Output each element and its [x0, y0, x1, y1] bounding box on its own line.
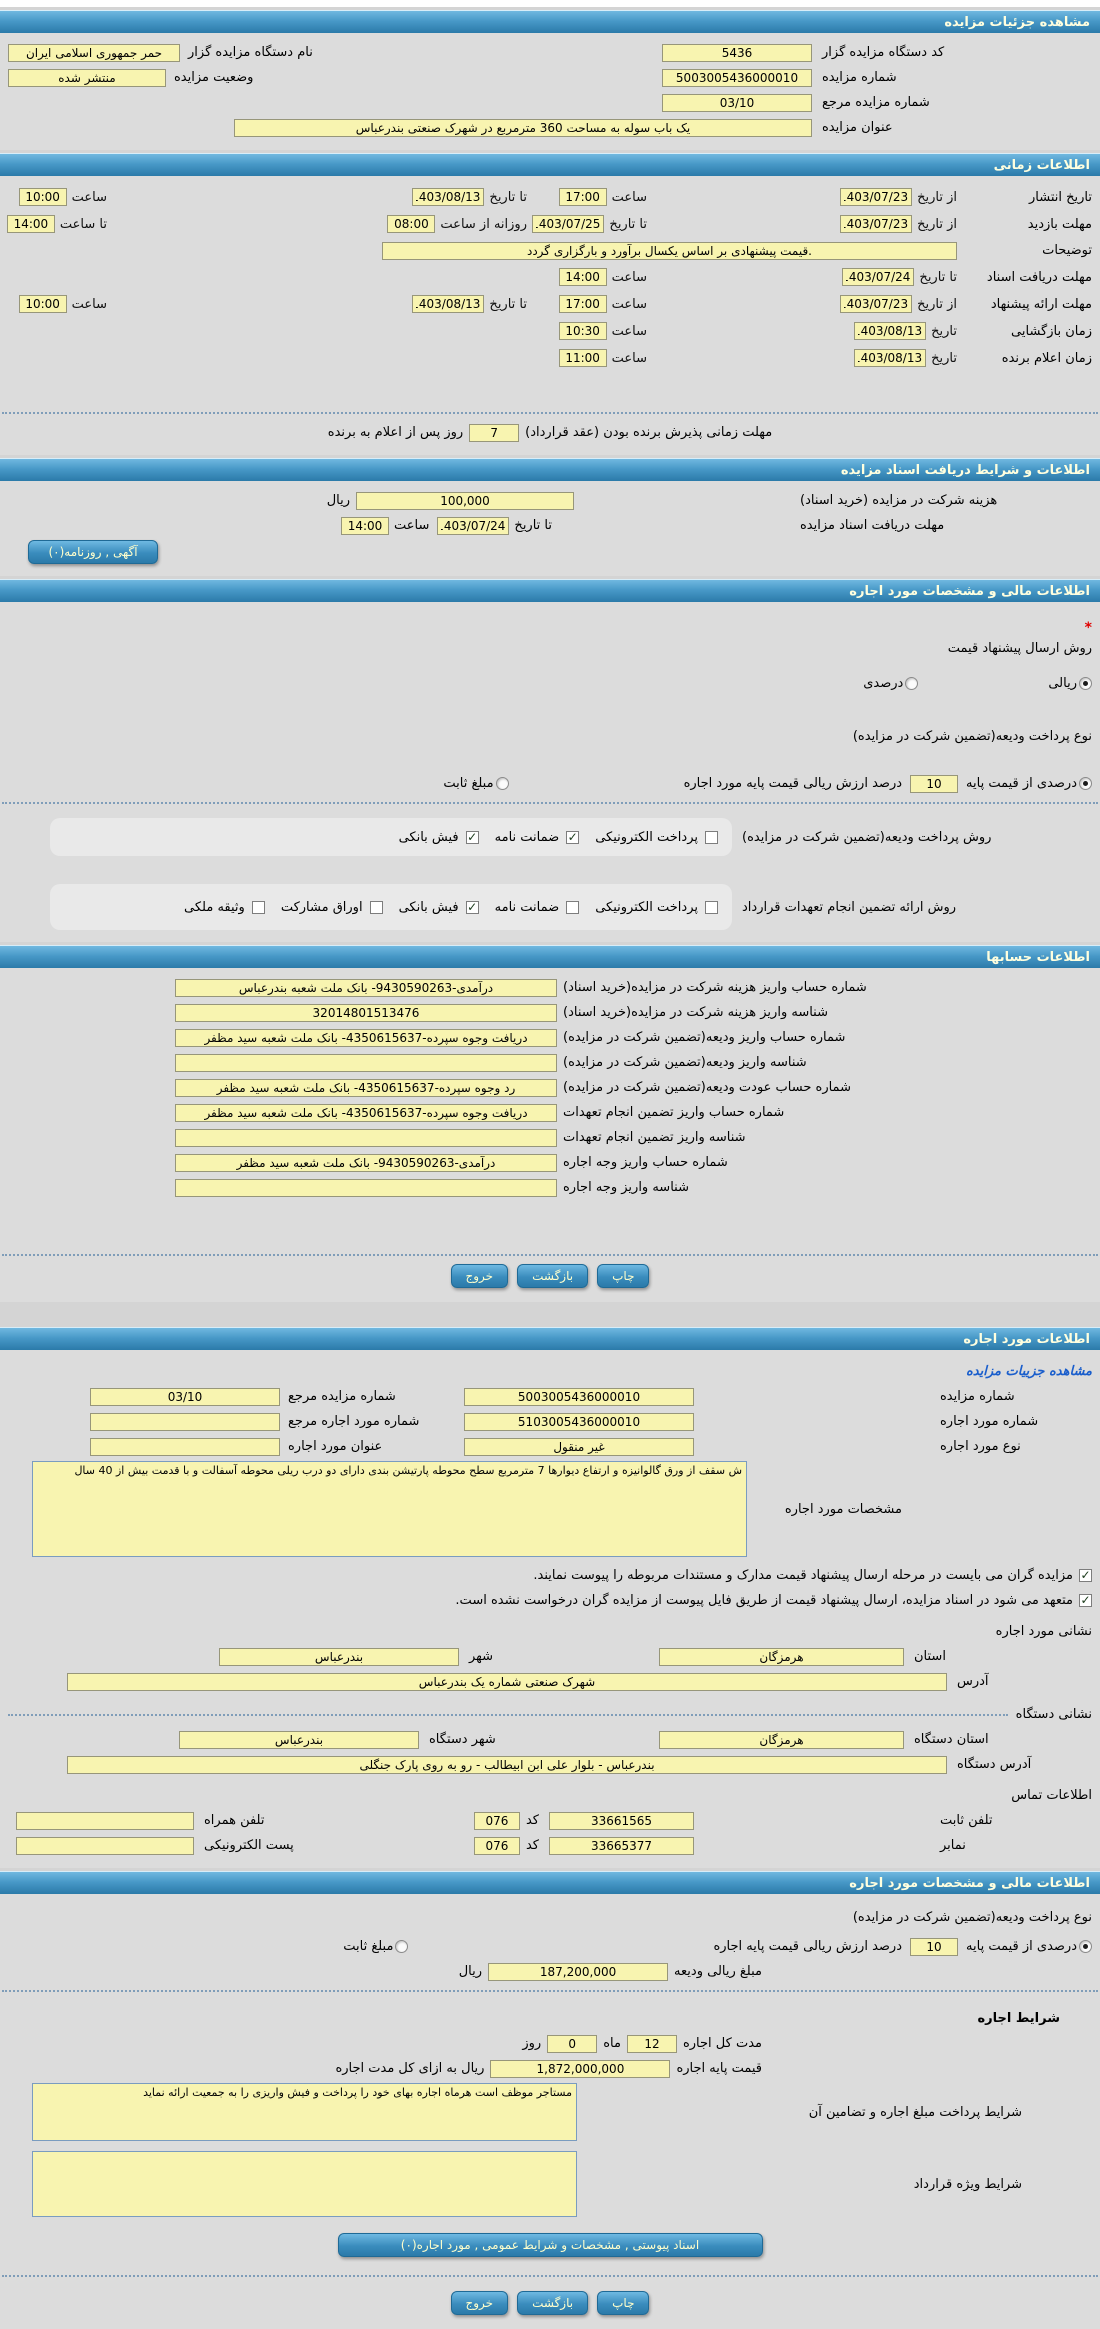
view-auction-details-link[interactable]: مشاهده جزییات مزایده [965, 1364, 1092, 1379]
account-row-label: شماره حساب عودت ودیعه(تضمین شرکت در مزایده) [563, 1080, 851, 1095]
doc-deadline-time-input[interactable] [559, 268, 607, 286]
radio-fixed-amount[interactable] [395, 1940, 408, 1953]
section-header-accounts: اطلاعات حسابها [0, 945, 1100, 968]
guarantee-letter-label: ضمانت نامه [494, 899, 560, 915]
deposit-pay-method-label: روش پرداخت ودیعه(تضمین شرکت در مزایده) [742, 829, 992, 845]
attached-documents-button[interactable]: اسناد پیوستی , مشخصات و شرایط عمومی , مورد اجاره(۰) [338, 2233, 763, 2257]
to-date-label: تا تاریخ [609, 216, 647, 232]
winner-accept-row [8, 422, 1092, 443]
lease-item-title-input[interactable] [90, 1438, 280, 1456]
radio-rial[interactable] [1079, 677, 1092, 690]
visit-deadline-row [8, 213, 1092, 235]
checkbox-participation-bonds[interactable] [370, 901, 383, 914]
print-button[interactable]: چاپ [597, 1264, 649, 1288]
publish-date-row [8, 186, 1092, 208]
offer-deadline-label: مهلت ارائه پیشنهاد [990, 296, 1092, 312]
auction-number-input[interactable] [464, 1388, 694, 1406]
auction-status-label: وضعیت مزایده [174, 70, 254, 85]
opening-time-input[interactable] [559, 322, 607, 340]
rial-unit-label: ریال [326, 493, 350, 508]
hour-label: ساعت [71, 189, 107, 205]
deposit-amount-label: مبلغ ریالی ودیعه [674, 1964, 762, 1979]
winner-announce-label: زمان اعلام برنده [1001, 350, 1092, 366]
account-row-label: شناسه واریز تضمین انجام تعهدات [563, 1130, 746, 1145]
winner-accept-label: مهلت زمانی پذیرش برنده بودن (عقد قرارداد) [525, 425, 773, 440]
email-label: پست الکترونیکی [203, 1838, 294, 1853]
doc-receive-deadline-row [8, 266, 1092, 288]
account-row-label: شماره حساب واریز هزینه شرکت در مزایده(خرید اسناد) [563, 980, 867, 995]
account-row-label: شناسه واریز وجه اجاره [563, 1180, 689, 1195]
account-row [8, 1027, 1092, 1048]
daily-from-hour-label: روزانه از ساعت [440, 216, 527, 232]
account-row-input[interactable] [175, 979, 557, 997]
city-label: شهر [469, 1649, 494, 1664]
publish-from-time-input[interactable] [559, 188, 607, 206]
exit-button[interactable]: خروج [451, 1264, 509, 1288]
agency-province-input[interactable] [659, 1731, 904, 1749]
offer-from-date-input[interactable] [840, 295, 912, 313]
auction-number-label: شماره مزایده [822, 70, 897, 85]
bidder-code-input[interactable] [662, 44, 812, 62]
hour-label: ساعت [611, 296, 647, 312]
lease-item-panel [0, 1350, 1100, 1868]
base-price-input[interactable] [490, 2060, 670, 2078]
from-date-label: از تاریخ [917, 296, 957, 312]
agency-name-label: نام دستگاه مزایده گزار [188, 45, 313, 60]
address-label: آدرس [957, 1674, 989, 1689]
publish-to-time-input[interactable] [19, 188, 67, 206]
section-header-doc-conditions: اطلاعات و شرایط دریافت اسناد مزایده [0, 458, 1100, 481]
landline-input[interactable] [549, 1812, 694, 1830]
electronic-payment-label: پرداخت الکترونیکی [595, 829, 698, 845]
checkbox-electronic-payment[interactable] [705, 831, 718, 844]
hour-label: ساعت [611, 350, 647, 366]
months-label: ماه [603, 2036, 621, 2051]
account-row [8, 1102, 1092, 1123]
separator [2, 2275, 1098, 2277]
lease-months-input[interactable] [627, 2035, 677, 2053]
area-code-label: کد [525, 1813, 539, 1828]
checkbox-no-file-offer[interactable] [1079, 1594, 1092, 1607]
checkbox-electronic-payment[interactable] [705, 901, 718, 914]
radio-base-percent[interactable] [1079, 777, 1092, 790]
time-info-panel [0, 176, 1100, 455]
auction-number-input[interactable] [662, 69, 812, 87]
offer-from-time-input[interactable] [559, 295, 607, 313]
bidder-code-label: کد دستگاه مزایده گزار [822, 45, 945, 60]
checkbox-attach-documents[interactable] [1079, 1569, 1092, 1582]
account-row-input[interactable] [175, 1104, 557, 1122]
auction-number-label: شماره مزایده [940, 1389, 1015, 1404]
separator [2, 412, 1098, 414]
account-row-label: شماره حساب واریز ودیعه(تضمین شرکت در مزایده) [563, 1030, 846, 1045]
auction-ref-input[interactable] [90, 1388, 280, 1406]
base-percent-suffix: درصد ارزش ریالی قیمت پایه اجاره [713, 1939, 903, 1954]
checkbox-bank-receipt[interactable] [466, 901, 479, 914]
financial-panel-1 [0, 602, 1100, 942]
auction-ref-input[interactable] [662, 94, 812, 112]
account-row-label: شماره حساب واریز وجه اجاره [563, 1155, 728, 1170]
section-header-auction-details: مشاهده جزئیات مزایده [0, 10, 1100, 33]
section-header-time-info: اطلاعات زمانی [0, 153, 1100, 176]
participation-fee-label: هزینه شرکت در مزایده (خرید اسناد) [800, 493, 998, 508]
hour-label: ساعت [611, 269, 647, 285]
opening-date-input[interactable] [854, 322, 926, 340]
doc-receive-deadline-label: مهلت دریافت اسناد [986, 269, 1092, 285]
days-label: روز [522, 2036, 542, 2051]
financial-panel-2 [0, 1894, 1100, 2329]
percent-option-label: درصدی [863, 676, 904, 691]
from-date-label: از تاریخ [917, 216, 957, 232]
visit-from-time-input[interactable] [387, 215, 435, 233]
base-percent-input[interactable] [910, 1938, 958, 1956]
electronic-payment-label: پرداخت الکترونیکی [595, 899, 698, 915]
account-row [8, 1077, 1092, 1098]
separator [8, 1714, 1008, 1716]
print-button[interactable]: چاپ [597, 2291, 649, 2315]
radio-percent[interactable] [905, 677, 918, 690]
section-header-financial-2: اطلاعات مالی و مشخصات مورد اجاره [0, 1871, 1100, 1894]
doc-deadline-label: مهلت دریافت اسناد مزایده [800, 518, 945, 533]
checkbox-bank-receipt[interactable] [466, 831, 479, 844]
base-percent-input[interactable] [910, 775, 958, 793]
special-terms-label: شرایط ویژه قرارداد [913, 2176, 1022, 2192]
section-header-lease-item: اطلاعات مورد اجاره [0, 1327, 1100, 1350]
to-date-label: تا تاریخ [514, 518, 552, 533]
performance-guarantee-label: روش ارائه تضمین انجام تعهدات قرارداد [742, 899, 957, 915]
separator [2, 1254, 1098, 1256]
deposit-pay-method-group [50, 818, 732, 856]
radio-base-percent[interactable] [1079, 1940, 1092, 1953]
accounts-panel [0, 968, 1100, 1302]
doc-deadline-time-input[interactable] [341, 517, 389, 535]
publish-from-date-input[interactable] [840, 188, 912, 206]
to-date-label: تا تاریخ [489, 189, 527, 205]
area-code-label: کد [525, 1838, 539, 1853]
auction-title-label: عنوان مزایده [822, 120, 893, 135]
price-send-method-label: روش ارسال پیشنهاد قیمت [947, 641, 1092, 656]
radio-fixed-amount[interactable] [496, 777, 509, 790]
contact-info-title: اطلاعات تماس [1011, 1788, 1092, 1803]
account-row-label: شناسه واریز ودیعه(تضمین شرکت در مزایده) [563, 1055, 807, 1070]
top-strip [0, 0, 1100, 7]
mobile-label: تلفن همراه [203, 1813, 265, 1828]
newspaper-ads-button[interactable]: آگهی , روزنامه(۰) [28, 540, 158, 564]
base-price-suffix: ریال به ازای کل مدت اجاره [335, 2061, 485, 2076]
lease-item-ref-label: شماره مورد اجاره مرجع [288, 1414, 420, 1429]
visit-to-time-input[interactable] [7, 215, 55, 233]
hour-label: ساعت [394, 518, 430, 533]
hour-label: ساعت [611, 189, 647, 205]
winner-announce-row [8, 347, 1092, 369]
lease-item-specs-label: مشخصات مورد اجاره [784, 1501, 902, 1517]
payment-terms-textarea[interactable] [32, 2083, 577, 2141]
account-row [8, 1152, 1092, 1173]
email-input[interactable] [16, 1837, 194, 1855]
lease-item-specs-textarea[interactable] [32, 1461, 747, 1557]
base-percent-label: درصدی از قیمت پایه [966, 1939, 1077, 1954]
offer-to-date-input[interactable] [412, 295, 484, 313]
agency-address-input[interactable] [67, 1756, 947, 1774]
no-file-offer-statement: متعهد می شود در اسناد مزایده، ارسال پیشنهاد قیمت از طریق فایل پیوست از مزایده گران درخواست نشده است. [455, 1593, 1073, 1608]
back-button[interactable]: بازگشت [517, 2291, 588, 2315]
to-date-label: تا تاریخ [919, 269, 957, 285]
lease-days-input[interactable] [547, 2035, 597, 2053]
description-label: توضیحات [1042, 243, 1092, 258]
agency-address-title: نشانی دستگاه [1015, 1707, 1092, 1722]
date-label: تاریخ [931, 323, 957, 339]
auction-ref-label: شماره مزایده مرجع [288, 1389, 396, 1404]
winner-date-input[interactable] [854, 349, 926, 367]
account-row-label: شناسه واریز هزینه شرکت در مزایده(خرید اسناد) [563, 1005, 828, 1020]
lease-duration-label: مدت کل اجاره [682, 2036, 762, 2051]
lease-item-ref-input[interactable] [90, 1413, 280, 1431]
back-button[interactable]: بازگشت [517, 1264, 588, 1288]
performance-guarantee-group [50, 884, 732, 930]
account-row-input[interactable] [175, 1079, 557, 1097]
lease-item-number-label: شماره مورد اجاره [940, 1414, 1039, 1429]
checkbox-property-collateral[interactable] [252, 901, 265, 914]
special-terms-textarea[interactable] [32, 2151, 577, 2217]
account-row-input[interactable] [175, 1004, 557, 1022]
province-label: استان [914, 1649, 946, 1664]
participation-fee-input[interactable] [356, 492, 574, 510]
doc-conditions-panel [0, 481, 1100, 576]
separator [2, 1990, 1098, 1992]
section-gap [0, 1302, 1100, 1324]
fax-input[interactable] [549, 1837, 694, 1855]
fax-code-input[interactable] [474, 1837, 520, 1855]
checkbox-guarantee-letter[interactable] [566, 831, 579, 844]
lease-item-type-label: نوع مورد اجاره [940, 1439, 1021, 1454]
address-input[interactable] [67, 1673, 947, 1691]
publish-date-label: تاریخ انتشار [1029, 189, 1092, 205]
publish-to-date-input[interactable] [412, 188, 484, 206]
attach-documents-statement: مزایده گران می بایست در مرحله ارسال پیشنهاد قیمت مدارک و مستندات مربوطه را پیوست نمایند. [533, 1568, 1073, 1583]
guarantee-letter-label: ضمانت نامه [494, 829, 560, 845]
base-price-label: قیمت پایه اجاره [676, 2061, 762, 2076]
property-collateral-label: وثیقه ملکی [184, 899, 245, 915]
rial-option-label: ریالی [1048, 676, 1077, 691]
deposit-type-label: نوع پرداخت ودیعه(تضمین شرکت در مزایده) [852, 1910, 1092, 1925]
agency-address-label: آدرس دستگاه [957, 1757, 1032, 1772]
opening-time-label: زمان بازگشایی [1011, 323, 1092, 339]
landline-label: تلفن ثابت [940, 1813, 993, 1828]
opening-time-row [8, 320, 1092, 342]
agency-city-label: شهر دستگاه [429, 1732, 496, 1747]
hour-label: ساعت [71, 296, 107, 312]
account-row-label: شماره حساب واریز تضمین انجام تعهدات [563, 1105, 785, 1120]
visit-deadline-label: مهلت بازدید [1027, 216, 1092, 232]
auction-status-input[interactable] [8, 69, 166, 87]
visit-to-date-input[interactable] [532, 215, 604, 233]
landline-code-input[interactable] [474, 1812, 520, 1830]
auction-ref-label: شماره مزایده مرجع [822, 95, 930, 110]
deposit-amount-input[interactable] [488, 1963, 668, 1981]
fixed-amount-label: مبلغ ثابت [443, 776, 494, 791]
fax-label: نمابر [940, 1838, 966, 1853]
account-row-input[interactable] [175, 1179, 557, 1197]
visit-from-date-input[interactable] [840, 215, 912, 233]
date-label: تاریخ [931, 350, 957, 366]
account-row-input[interactable] [175, 1154, 557, 1172]
winner-accept-days-input[interactable] [469, 424, 519, 442]
agency-city-input[interactable] [179, 1731, 419, 1749]
payment-terms-label: شرایط پرداخت مبلغ اجاره و تضامین آن [808, 2104, 1022, 2120]
bank-receipt-label: فیش بانکی [398, 829, 459, 845]
account-row [8, 1052, 1092, 1073]
winner-time-input[interactable] [559, 349, 607, 367]
account-row-input[interactable] [175, 1054, 557, 1072]
agency-name-input[interactable] [8, 44, 180, 62]
account-row [8, 1127, 1092, 1148]
to-date-label: تا تاریخ [489, 296, 527, 312]
doc-deadline-date-input[interactable] [842, 268, 914, 286]
agency-province-label: استان دستگاه [914, 1732, 989, 1747]
auction-details-panel [0, 33, 1100, 150]
hour-label: ساعت [611, 323, 647, 339]
bank-receipt-label: فیش بانکی [398, 899, 459, 915]
description-input[interactable] [382, 242, 957, 260]
exit-button[interactable]: خروج [451, 2291, 509, 2315]
deposit-type-label: نوع پرداخت ودیعه(تضمین شرکت در مزایده) [852, 729, 1092, 744]
account-row [8, 977, 1092, 998]
lease-address-title: نشانی مورد اجاره [995, 1624, 1092, 1639]
to-hour-label: تا ساعت [59, 216, 107, 232]
base-percent-suffix: درصد ارزش ریالی قیمت پایه مورد اجاره [683, 776, 903, 791]
account-row [8, 1177, 1092, 1198]
lease-terms-title: شرایط اجاره [977, 2011, 1060, 2026]
province-input[interactable] [659, 1648, 904, 1666]
rial-unit-label: ریال [458, 1964, 483, 1979]
fixed-amount-label: مبلغ ثابت [343, 1939, 394, 1954]
winner-accept-suffix: روز پس از اعلام به برنده [327, 425, 464, 440]
required-asterisk: * [1084, 619, 1092, 636]
base-percent-label: درصدی از قیمت پایه [966, 776, 1077, 791]
section-header-financial-1: اطلاعات مالی و مشخصات مورد اجاره [0, 579, 1100, 602]
account-row [8, 1002, 1092, 1023]
auction-title-input[interactable] [234, 119, 812, 137]
from-date-label: از تاریخ [917, 189, 957, 205]
offer-deadline-row [8, 293, 1092, 315]
city-input[interactable] [219, 1648, 459, 1666]
lease-item-title-label: عنوان مورد اجاره [288, 1439, 383, 1454]
lease-item-number-input[interactable] [464, 1413, 694, 1431]
separator [2, 802, 1098, 804]
doc-deadline-date-input[interactable] [437, 517, 509, 535]
description-row [8, 240, 1092, 261]
offer-to-time-input[interactable] [19, 295, 67, 313]
checkbox-guarantee-letter[interactable] [566, 901, 579, 914]
account-row-input[interactable] [175, 1029, 557, 1047]
participation-bonds-label: اوراق مشارکت [280, 899, 363, 915]
lease-item-type-input[interactable] [464, 1438, 694, 1456]
mobile-input[interactable] [16, 1812, 194, 1830]
account-row-input[interactable] [175, 1129, 557, 1147]
